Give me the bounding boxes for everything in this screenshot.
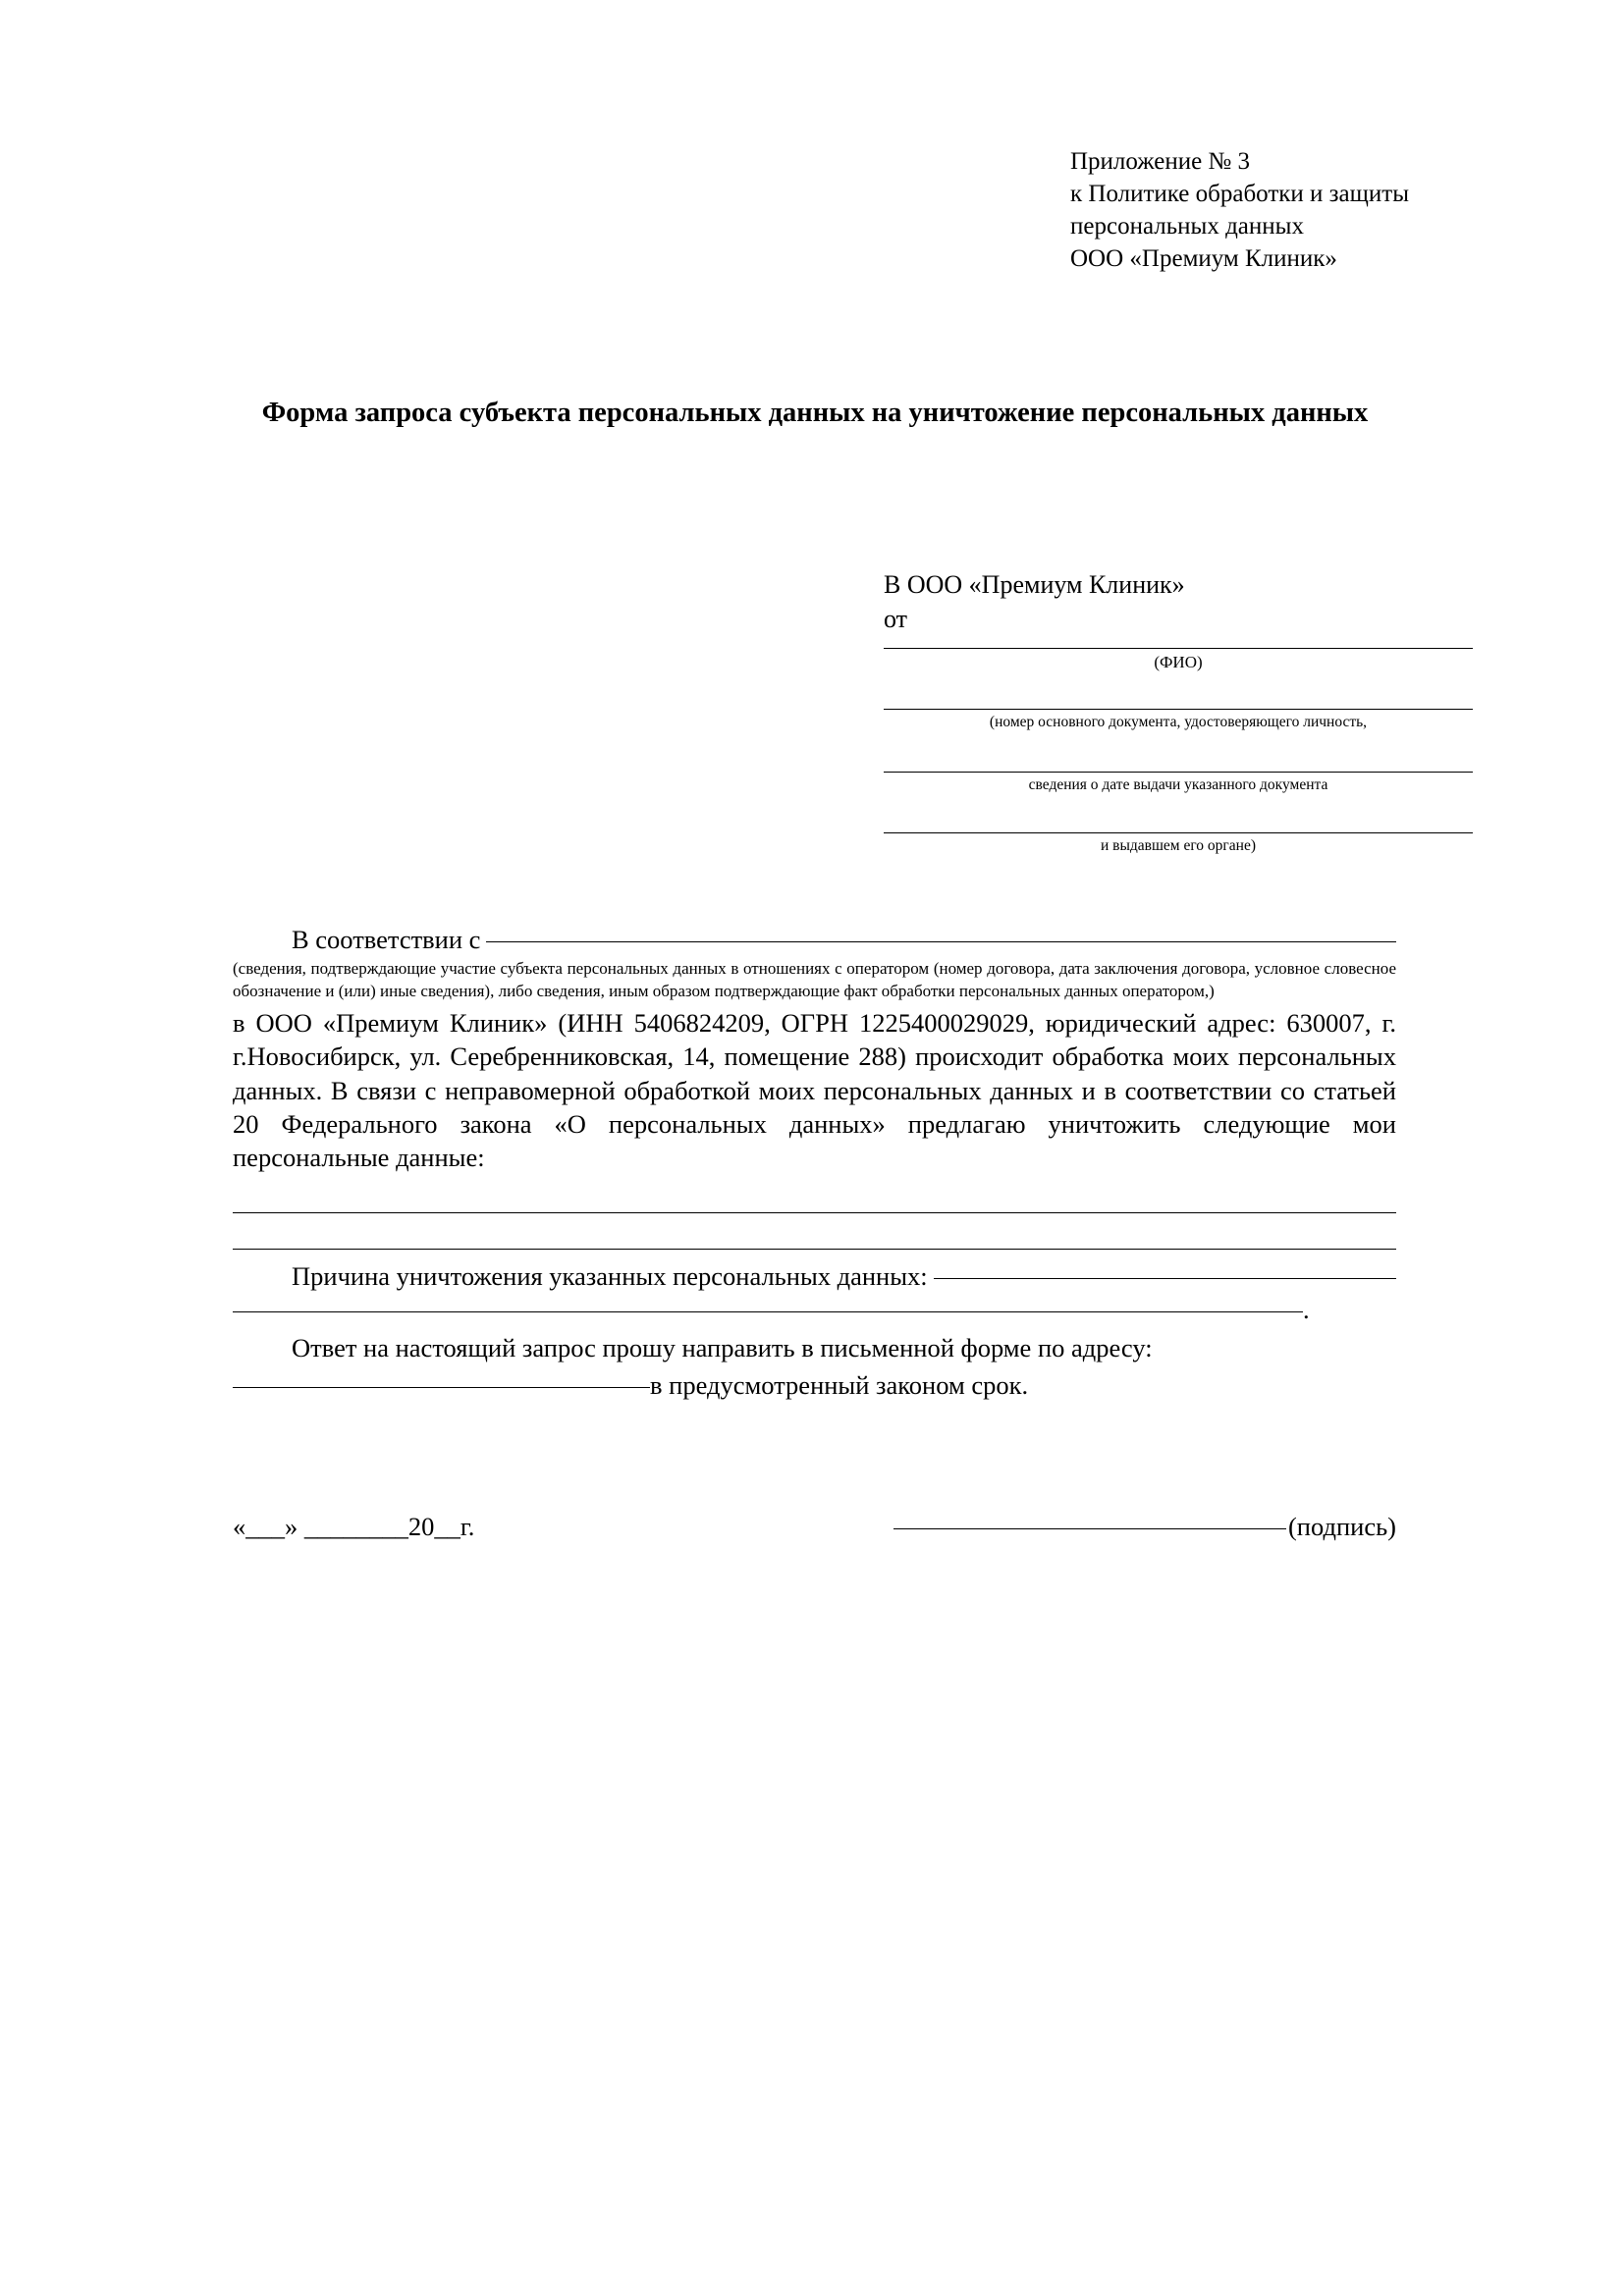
doc-date-caption: сведения о дате выдачи указанного документа <box>1028 776 1328 793</box>
reason-label: Причина уничтожения указанных персональных данных: <box>292 1260 928 1291</box>
addressee-to: В ООО «Премиум Клиник» <box>884 570 1185 599</box>
doc-issuer-field-group <box>884 832 1473 855</box>
appendix-header-line-2: к Политике обработки и защиты <box>1070 181 1410 207</box>
reason-end-period: . <box>1303 1295 1310 1325</box>
doc-date-input-line[interactable] <box>884 772 1473 773</box>
in-accordance-input-line[interactable] <box>486 941 1396 942</box>
answer-paragraph <box>233 1331 1396 1364</box>
reason-row <box>233 1259 1396 1293</box>
doc-number-field-group <box>884 709 1473 731</box>
answer-address-input-line[interactable] <box>233 1387 650 1388</box>
doc-issuer-caption: и выдавшем его органе) <box>1100 837 1257 854</box>
personal-data-input-line-2[interactable] <box>233 1249 1396 1250</box>
in-accordance-label: В соответствии с <box>292 925 481 954</box>
fio-caption: (ФИО) <box>1154 653 1203 671</box>
appendix-header-line-3: персональных данных <box>1070 213 1304 240</box>
fine-print-note: (сведения, подтверждающие участие субъекта персональных данных в отношениях с оператором (номер договора, дата заключения договора, условное словесное обозначение и (или) иные сведения), либо сведения, иным образом подтверждающие факт обработки персональных данных оператором,) <box>233 959 1396 1000</box>
personal-data-input-line-1[interactable] <box>233 1212 1396 1213</box>
addressee-from: от <box>884 605 908 634</box>
answer-address-tail: в предусмотренный законом срок. <box>650 1370 1029 1401</box>
page-title: Форма запроса субъекта персональных данных на уничтожение персональных данных <box>261 398 1369 428</box>
document-body <box>233 923 1396 1403</box>
doc-date-field-group <box>884 772 1473 794</box>
reason-continuation-row <box>233 1293 1396 1326</box>
in-accordance-row <box>233 923 1396 956</box>
signature-caption: (подпись) <box>1287 1512 1396 1541</box>
signature-field-group <box>893 1512 1396 1542</box>
doc-number-caption: (номер основного документа, удостоверяющего личность, <box>989 714 1368 730</box>
signature-input-line[interactable] <box>893 1528 1286 1529</box>
appendix-header-line-1: Приложение № 3 <box>1070 148 1251 175</box>
reason-input-line-2[interactable] <box>233 1311 1303 1312</box>
appendix-header <box>1070 145 1532 275</box>
answer-address-row <box>233 1368 1396 1402</box>
date-field[interactable]: «___» ________20__г. <box>233 1512 475 1541</box>
fio-input-line[interactable] <box>884 648 1473 649</box>
main-paragraph: в ООО «Премиум Клиник» (ИНН 5406824209, ОГРН 1225400029029, юридический адрес: 630007, г. г.Новосибирск, ул. Серебренниковская, 14, помещение 288) происходит обработка моих персональных данных. В связи с неправомерной обработкой моих персональных данных и в соответствии со статьей 20 Федерального закона «О персональных данных» предлагаю уничтожить следующие мои персональные данные: <box>233 1007 1396 1173</box>
addressee-block <box>884 567 1473 636</box>
answer-paragraph-text: Ответ на настоящий запрос прошу направить в письменной форме по адресу: <box>292 1332 1153 1362</box>
reason-input-line-1[interactable] <box>934 1278 1396 1279</box>
appendix-header-line-4: ООО «Премиум Клиник» <box>1070 245 1337 272</box>
fio-field-group <box>884 648 1473 672</box>
doc-issuer-input-line[interactable] <box>884 832 1473 833</box>
doc-number-input-line[interactable] <box>884 709 1473 710</box>
